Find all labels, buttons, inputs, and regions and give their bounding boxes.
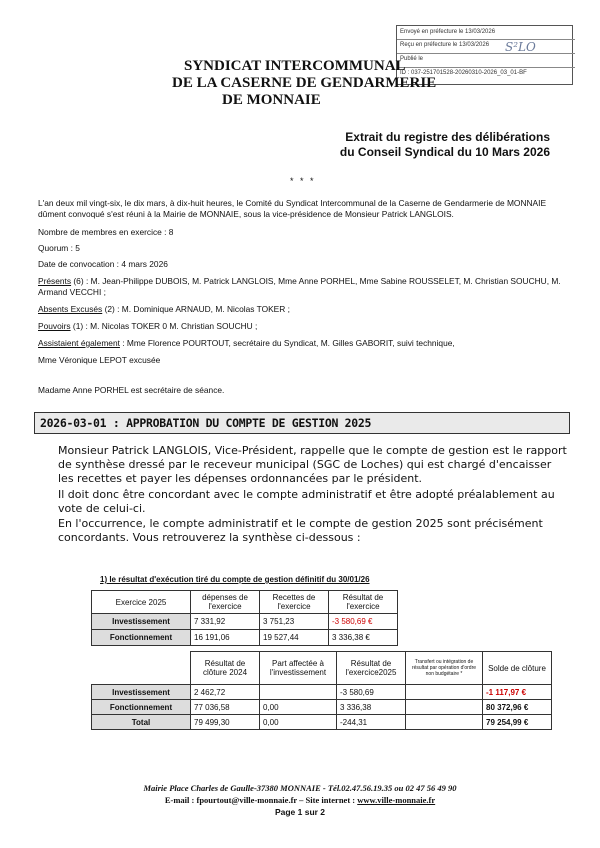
cell-cloture-2024: 79 499,30 [191, 715, 260, 730]
header-cell: Résultat de clôture 2024 [191, 652, 260, 685]
intro-paragraph: L'an deux mil vingt-six, le dix mars, à dix-huit heures, le Comité du Syndicat Intercommunal de la Caserne de Gendarmerie de MONNAIE dûment convoqué s'est réuni à la Mairie de MONNAIE, sous la vice-présidence de Monsieur Patrick LANGLOIS. [38, 198, 547, 219]
page-number: Page 1 sur 2 [274, 807, 326, 817]
present-list [38, 276, 564, 298]
cell-transfert [406, 700, 483, 715]
present-text: (6) : M. Jean-Philippe DUBOIS, M. Patrick LANGLOIS, Mme Anne PORHEL, Mme Sabine ROUSSELET, M. Christian SOUCHU, M. Armand VECCHI ; [38, 276, 561, 297]
cell-solde: 79 254,99 € [483, 715, 552, 730]
table-header-row [92, 591, 398, 614]
site-label: – Site internet : [297, 795, 358, 805]
cell-resultat: 3 336,38 € [329, 630, 398, 646]
row-label: Fonctionnement [92, 630, 191, 646]
extract-line-1: Extrait du registre des délibérations [345, 130, 550, 144]
header-cell: Résultat de l'exercice [329, 591, 398, 614]
extract-heading [340, 130, 550, 160]
stamp-signature: S²LO [505, 40, 536, 54]
header-cell: dépenses de l'exercice [191, 591, 260, 614]
table-row [92, 630, 398, 646]
cell-recettes: 19 527,44 [260, 630, 329, 646]
website-link[interactable]: www.ville-monnaie.fr [357, 795, 436, 805]
agenda-title: 2026-03-01 : APPROBATION DU COMPTE DE GESTION 2025 [40, 416, 372, 430]
assist-text: : Mme Florence POURTOUT, secrétaire du Syndicat, M. Gilles GABORIT, suivi technique, [119, 338, 455, 348]
stamp-divider [397, 67, 575, 68]
row-label: Investissement [92, 614, 191, 630]
table-row [92, 700, 552, 715]
email-label: E-mail : [164, 795, 197, 805]
separator-stars: * * * [290, 176, 316, 186]
cell-part [260, 685, 337, 700]
cell-part: 0,00 [260, 700, 337, 715]
present-label: Présents [38, 276, 72, 286]
pouvoirs-list [38, 321, 564, 332]
table-row [92, 614, 398, 630]
body-paragraph-1: Monsieur Patrick LANGLOIS, Vice-Président, rappelle que le compte de gestion est le rapport de synthèse dressé par le receveur municipal (SGC de Loches) qui est chargé d'encaisser les recettes et payer les dépenses ordonnancées par le président. [58, 444, 567, 485]
header-cell: Recettes de l'exercice [260, 591, 329, 614]
cell-part: 0,00 [260, 715, 337, 730]
members-count: Nombre de membres en exercice : 8 [38, 227, 174, 237]
org-line-1: SYNDICAT INTERCOMMUNAL [184, 58, 406, 74]
secretary-line: Madame Anne PORHEL est secrétaire de séance. [38, 385, 225, 395]
cell-resultat: -3 580,69 € [329, 614, 398, 630]
table-header-row [92, 652, 552, 685]
org-line-2: DE LA CASERNE DE GENDARMERIE [172, 75, 437, 91]
org-line-3: DE MONNAIE [222, 92, 321, 108]
cell-depenses: 16 191,06 [191, 630, 260, 646]
table-row [92, 715, 552, 730]
header-cell: Exercice 2025 [92, 591, 191, 614]
cell-cloture-2024: 77 036,58 [191, 700, 260, 715]
cell-cloture-2024: 2 462,72 [191, 685, 260, 700]
header-cell: Part affectée à l'investissement [260, 652, 337, 685]
stamp-published: Publié le [400, 56, 424, 62]
absent-label: Absents Excusés [38, 304, 103, 314]
execution-table [91, 590, 398, 646]
body-paragraph-3: En l'occurrence, le compte administratif et le compte de gestion 2025 sont précisément concordants. Vous retrouverez la synthèse ci-dessous : [58, 517, 543, 544]
footer-contact [0, 795, 600, 805]
cell-recettes: 3 751,23 [260, 614, 329, 630]
cell-resultat: -244,31 [337, 715, 406, 730]
header-cell: Résultat de l'exercice2025 [337, 652, 406, 685]
cell-transfert [406, 715, 483, 730]
cell-transfert [406, 685, 483, 700]
pouvoirs-label: Pouvoirs [38, 321, 71, 331]
excused-line: Mme Véronique LEPOT excusée [38, 355, 161, 365]
absent-text: (2) : M. Dominique ARNAUD, M. Nicolas TOKER ; [102, 304, 290, 314]
absent-list [38, 304, 564, 315]
cell-solde: -1 117,97 € [483, 685, 552, 700]
cell-resultat: 3 336,38 [337, 700, 406, 715]
assist-label: Assistaient également [38, 338, 120, 348]
convocation-date: Date de convocation : 4 mars 2026 [38, 259, 168, 269]
table-title: 1) le résultat d'exécution tiré du compte de gestion définitif du 30/01/26 [100, 575, 370, 584]
table-row [92, 685, 552, 700]
row-label: Total [92, 715, 191, 730]
cell-depenses: 7 331,92 [191, 614, 260, 630]
header-cell-empty [92, 652, 191, 685]
stamp-divider [397, 53, 575, 54]
cell-solde: 80 372,96 € [483, 700, 552, 715]
stamp-sent: Envoyé en préfecture le 13/03/2026 [400, 29, 496, 35]
assist-list [38, 338, 564, 349]
email-link[interactable]: fpourtout@ville-monnaie.fr [196, 795, 298, 805]
row-label: Investissement [92, 685, 191, 700]
row-label: Fonctionnement [92, 700, 191, 715]
quorum: Quorum : 5 [38, 243, 80, 253]
body-paragraph-2: Il doit donc être concordant avec le compte administratif et être adopté préalablement au vote de celui-ci. [58, 488, 555, 515]
stamp-divider [397, 39, 575, 40]
stamp-id: ID : 037-251701528-20260310-2026_03_01-BF [400, 70, 527, 76]
stamp-received: Reçu en préfecture le 13/03/2026 [400, 42, 490, 48]
extract-line-2: du Conseil Syndical du 10 Mars 2026 [339, 145, 550, 159]
pouvoirs-text: (1) : M. Nicolas TOKER 0 M. Christian SOUCHU ; [70, 321, 258, 331]
footer-address: Mairie Place Charles de Gaulle-37380 MONNAIE - Tél.02.47.56.19.35 ou 02 47 56 49 90 [143, 783, 457, 793]
header-cell: Transfert ou intégration de résultat par opération d'ordre non budgétaire * [406, 652, 483, 685]
cell-resultat: -3 580,69 [337, 685, 406, 700]
closing-balance-table [91, 651, 552, 730]
header-cell: Solde de clôture [483, 652, 552, 685]
